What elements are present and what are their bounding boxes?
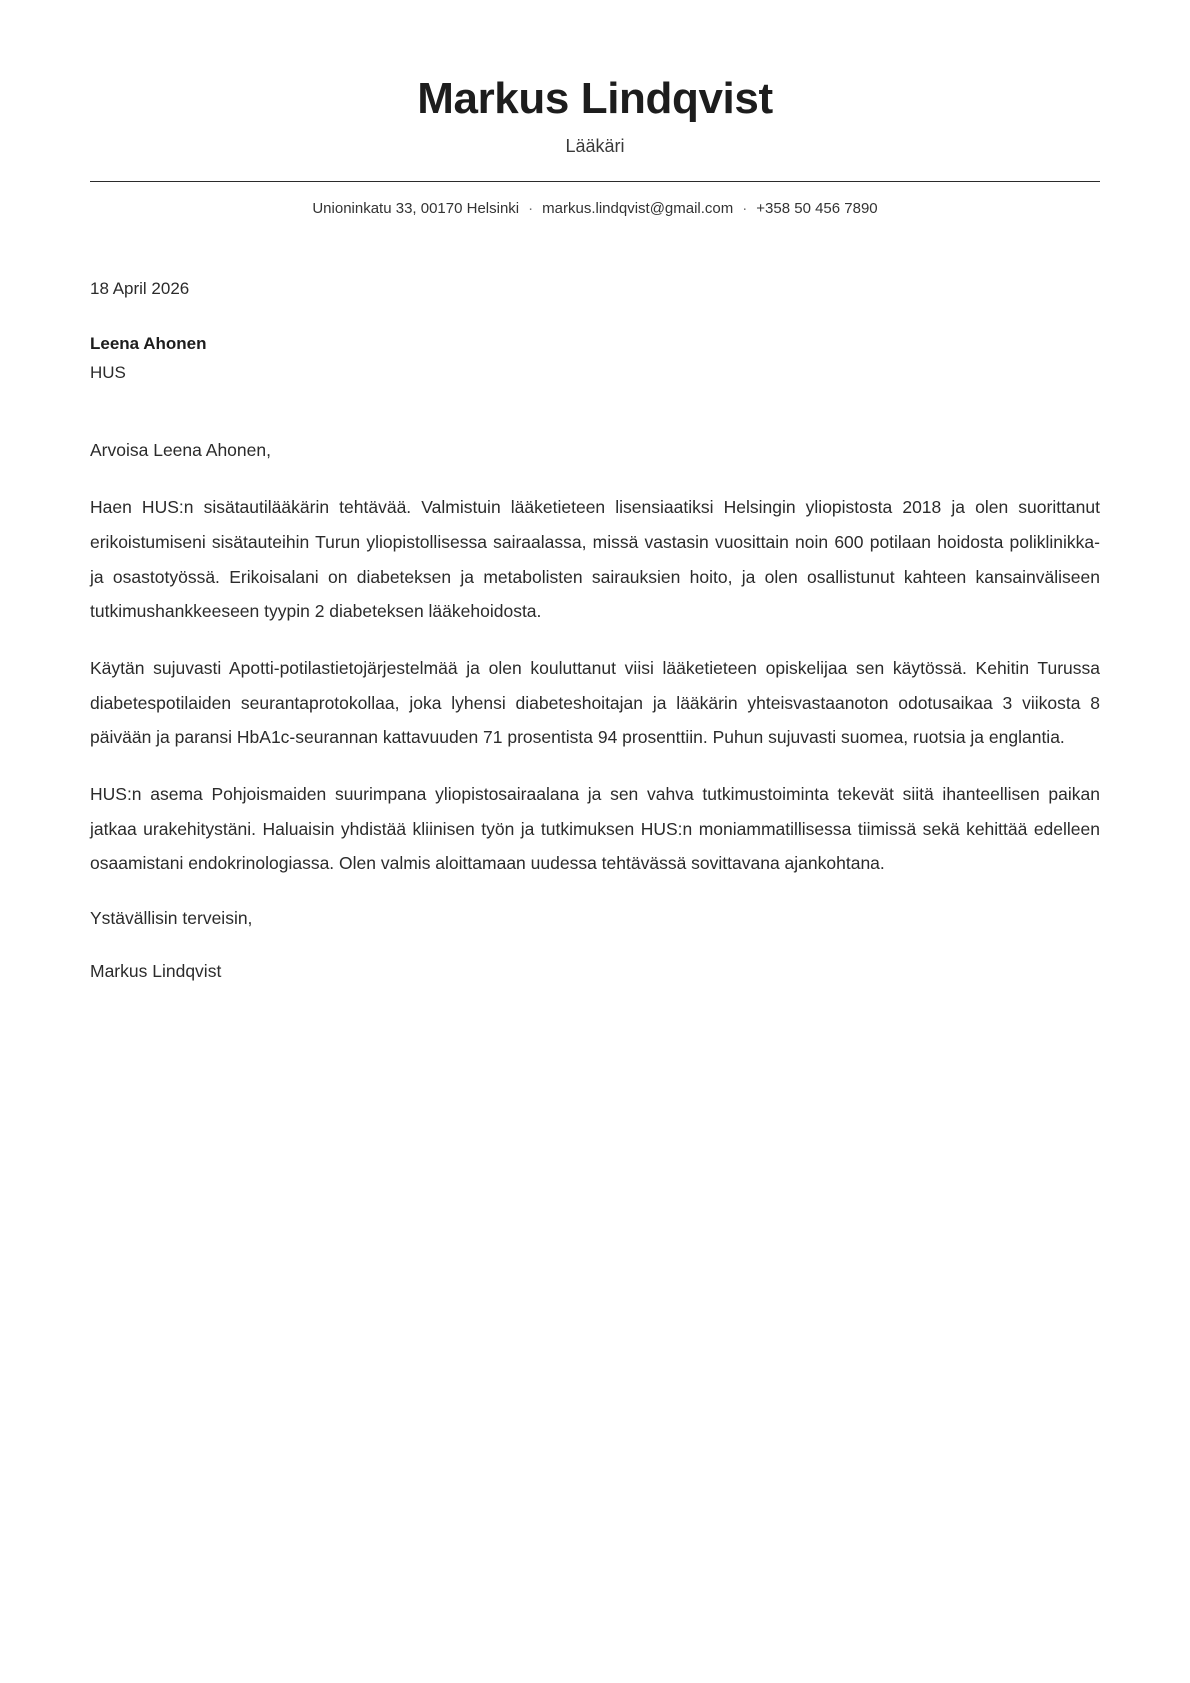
signature-name: Markus Lindqvist [90,960,222,981]
candidate-job-title: Lääkäri [565,136,625,157]
contact-phone: +358 50 456 7890 [756,199,878,217]
recipient-organization: HUS [90,362,126,382]
body-paragraph-3: HUS:n asema Pohjoismaiden suurimpana yliopistosairaalana ja sen vahva tutkimustoiminta tekevät siitä ihanteellisen paikan jatkaa urakehitystäni. Haluaisin yhdistää kliinisen työn ja tutkimuksen HUS:n moniammatillisessa tiimissä sekä kehittää edelleen osaamistani endokrinologiassa. Olen valmis aloittamaan uudessa tehtävässä sovittavana ajankohtana. [90,783,1100,874]
letter-date: 18 April 2026 [90,278,190,298]
letter-body [0,277,1190,985]
contact-line [90,198,1100,219]
contact-address: Unioninkatu 33, 00170 Helsinki [312,199,520,217]
recipient-block [90,331,1100,385]
body-paragraph-1: Haen HUS:n sisätautilääkärin tehtävää. Valmistuin lääketieteen lisensiaatiksi Helsingin yliopistosta 2018 ja olen suorittanut erikoistumiseni sisätauteihin Turun yliopistollisessa sairaalassa, missä vastasin vuosittain noin 600 potilaan hoidosta poliklinikka- ja osastotyössä. Erikoisalani on diabeteksen ja metabolisten sairauksien hoito, ja olen osallistunut kahteen kansainväliseen tutkimushankkeeseen tyypin 2 diabeteksen lääkehoidosta. [90,497,1100,622]
header-divider [90,181,1100,182]
candidate-name: Markus Lindqvist [417,74,773,123]
closing-line: Ystävällisin terveisin, [90,907,253,928]
recipient-name: Leena Ahonen [90,334,207,354]
salutation: Arvoisa Leena Ahonen, [90,440,271,461]
letter-header [0,0,1190,219]
contact-email: markus.lindqvist@gmail.com [542,199,734,217]
body-paragraph-2: Käytän sujuvasti Apotti-potilastietojärjestelmää ja olen kouluttanut viisi lääketieteen opiskelijaa sen käytössä. Kehitin Turussa diabetespotilaiden seurantaprotokollaa, joka lyhensi diabeteshoitajan ja lääkärin yhteisvastaanoton odotusaikaa 3 viikosta 8 päivään ja paransi HbA1c-seurannan kattavuuden 71 prosentista 94 prosenttiin. Puhun sujuvasti suomea, ruotsia ja englantia. [90,657,1100,748]
contact-separator-1: · [528,199,534,217]
contact-separator-2: · [742,199,748,217]
